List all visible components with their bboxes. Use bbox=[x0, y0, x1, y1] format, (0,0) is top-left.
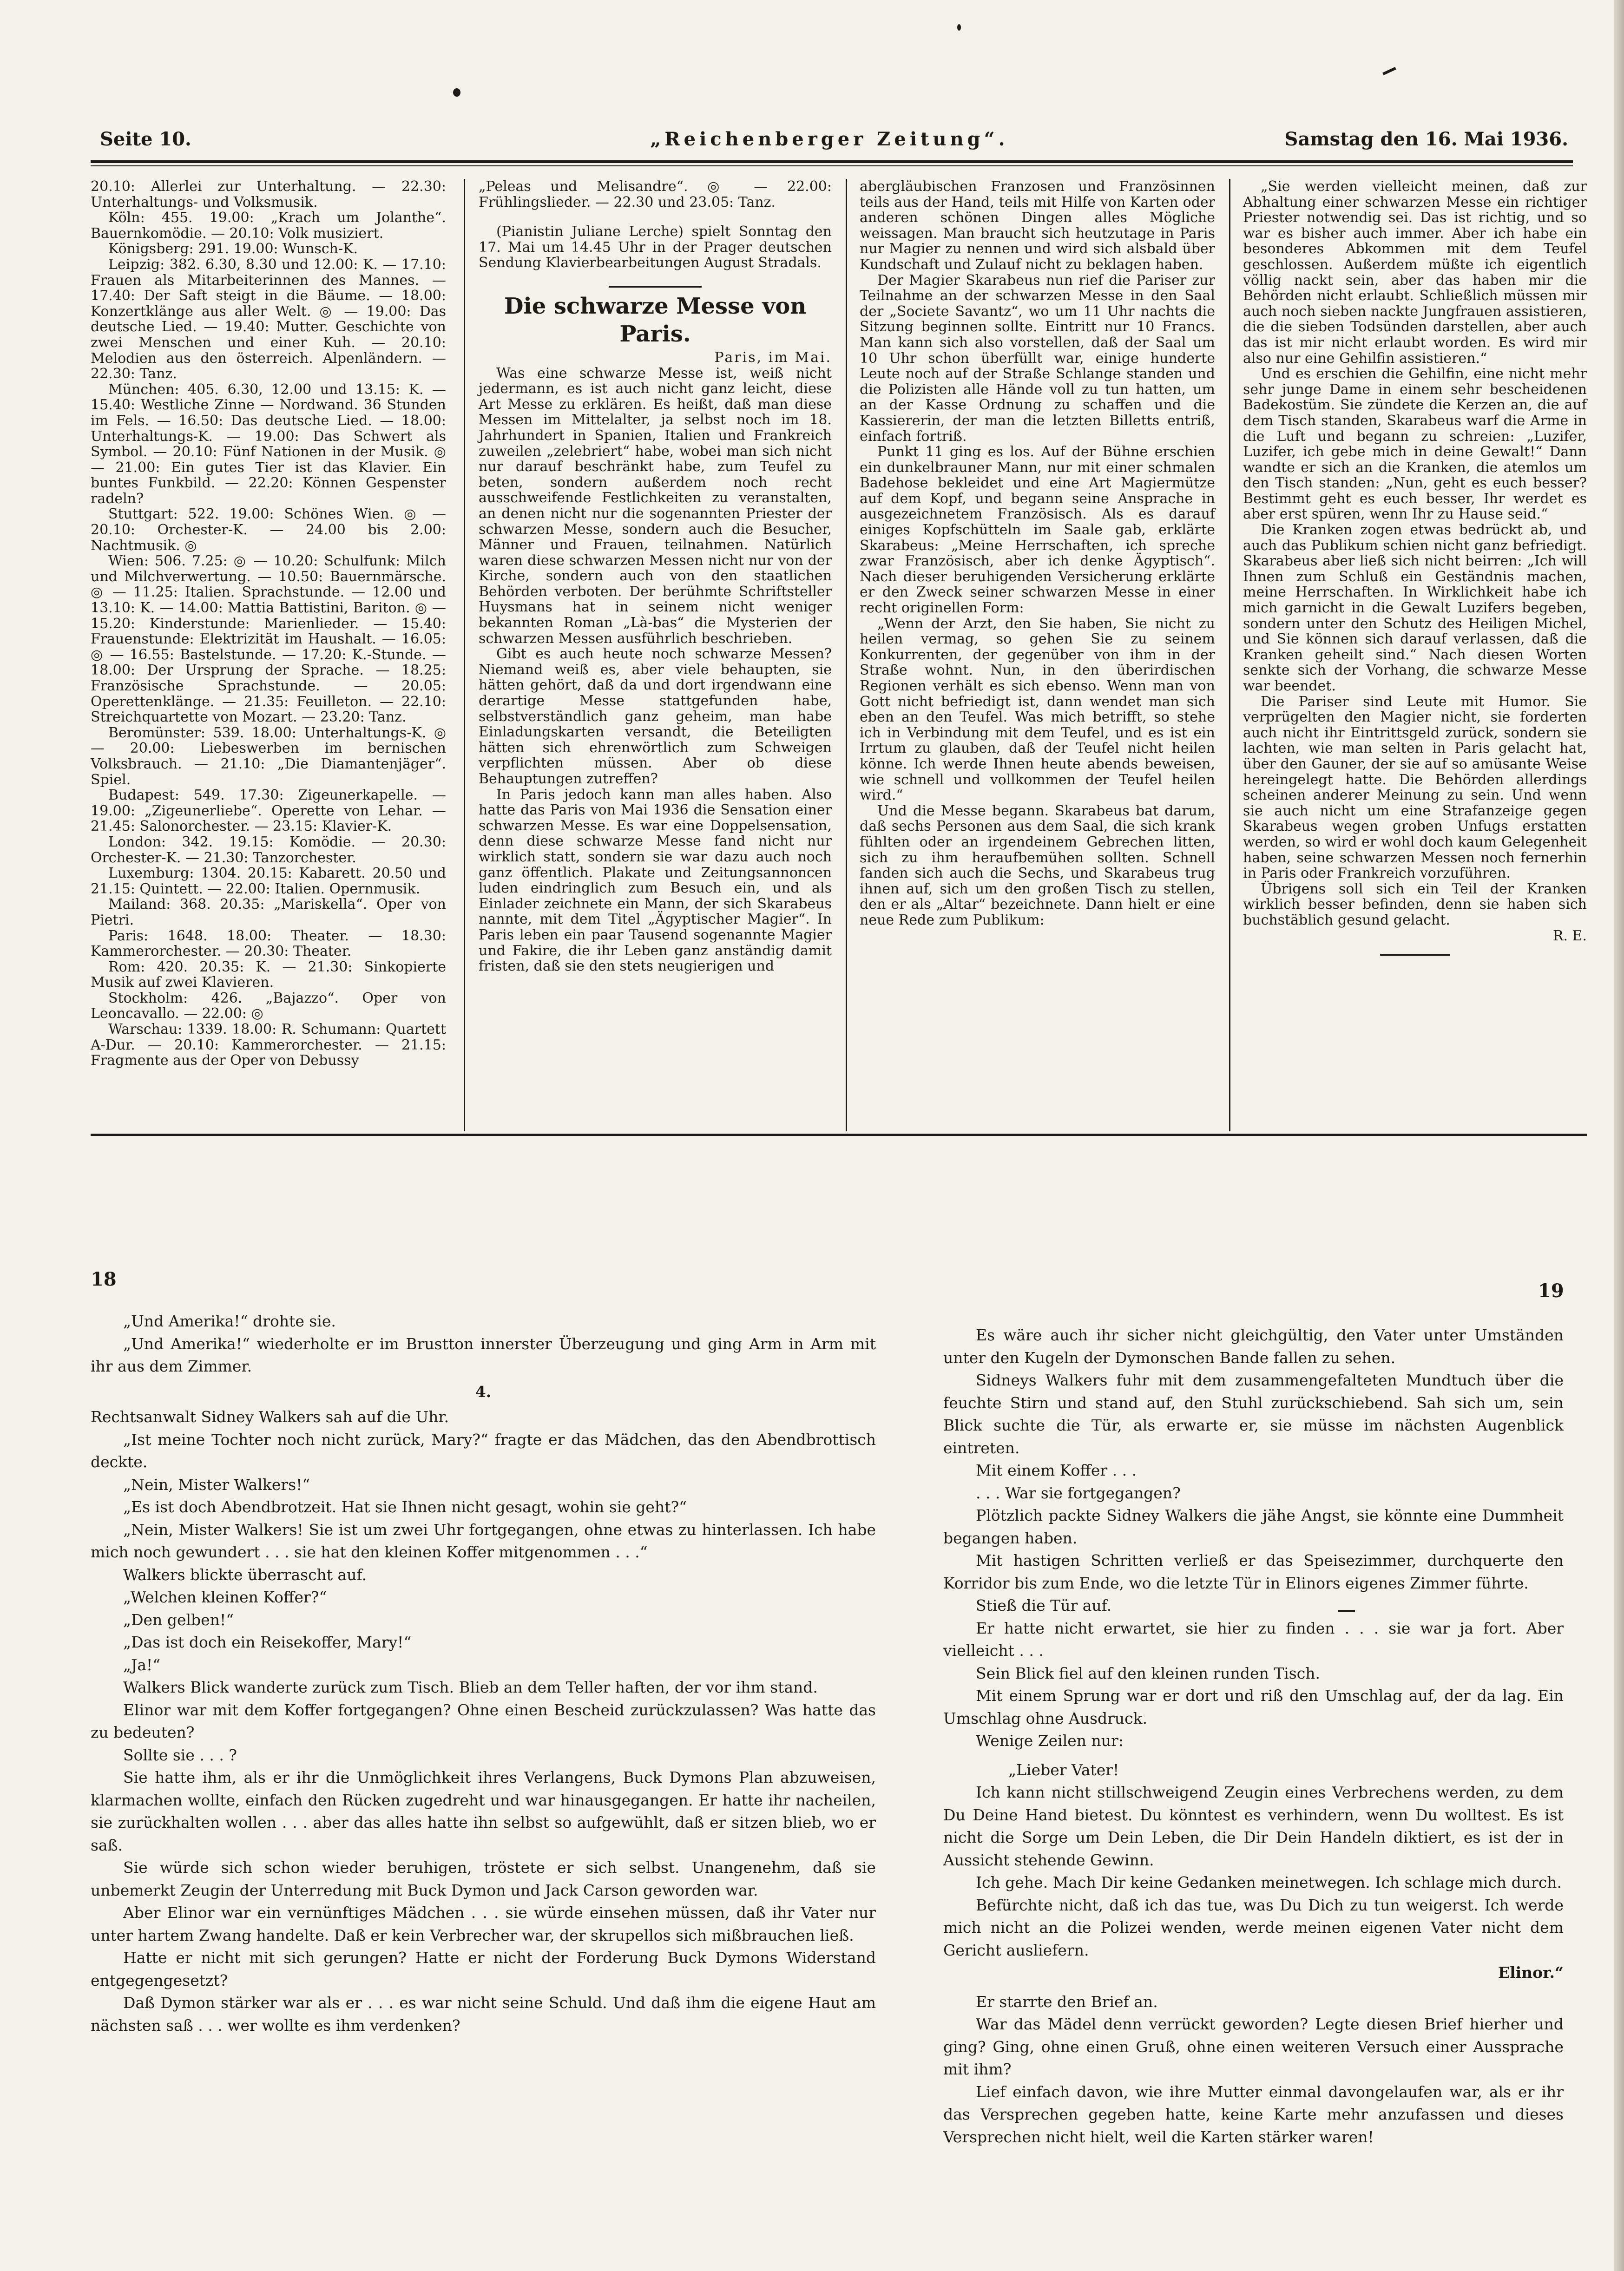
letter-paragraph: Befürchte nicht, daß ich das tue, was Du Dich zu tun weigerst. Ich werde mich nicht an die Polizei wenden, werde meinen eigenen Vater nicht dem Gericht ausliefern. bbox=[943, 1896, 1564, 1959]
chapter-number: 4. bbox=[475, 1382, 492, 1401]
article-paragraph: Die Kranken zogen etwas bedrückt ab, und auch das Publikum schien nicht ganz befriedigt. Skarabeus aber ließ sich nicht beirren: „Ich will Ihnen zum Schluß ein Geständnis machen, meine Herrschaften. In Wirklichkeit habe ich mich garnicht in die Gewalt Luzifers begeben, sondern unter den Schutz des Heiligen Michel, und Sie können sich darauf verlassen, daß die Kranken geheilt sind.“ Nach diesen Worten senkte sich der Vorhang, die schwarze Messe war beendet. bbox=[1243, 522, 1587, 694]
novel-paragraph: „Den gelben!“ bbox=[123, 1610, 234, 1629]
radio-entry: Köln: 455. 19.00: „Krach um Jolanthe“. Bauernkomödie. — 20.10: Volk musiziert. bbox=[91, 210, 446, 242]
novel-paragraph: Sie hatte ihm, als er ihr die Unmöglichkeit ihres Verlangens, Buck Dymons Plan abzuweisen, klarmachen wollte, einfach den Rücken zugedreht und war hinausgegangen. Er hatte ihr nacheilen, sie zurückhalten wollen . . . aber das alles hatte ihn selbst so aufgewühlt, daß er sitzen blieb, wo er saß. bbox=[91, 1768, 876, 1854]
novel-paragraph: Plötzlich packte Sidney Walkers die jähe Angst, sie könnte eine Dummheit begangen haben. bbox=[943, 1506, 1564, 1547]
article-paragraph: Punkt 11 ging es los. Auf der Bühne erschien ein dunkelbrauner Mann, nur mit einer schmalen Badehose bekleidet und eine Art Magiermütze auf dem Kopf, und begann seine Ansprache in ausgezeichnetem Französisch. Als es darauf einiges Kopfschütteln im Saale gab, erklärte Skarabeus: „Meine Herrschaften, ich spreche zwar Französisch, aber ich denke Ägyptisch“. Nach dieser beruhigenden Versicherung erklärte er den Zweck seiner schwarzen Messe in einer recht originellen Form: bbox=[860, 444, 1215, 617]
novel-page-number-right: 19 bbox=[1538, 1280, 1564, 1302]
novel-paragraph: „Nein, Mister Walkers!“ bbox=[123, 1475, 310, 1494]
novel-paragraph: Es wäre auch ihr sicher nicht gleichgültig, den Vater unter Umständen unter den Kugeln der Dymonschen Bande fallen zu sehen. bbox=[943, 1326, 1564, 1367]
page-number: Seite 10. bbox=[100, 128, 191, 150]
radio-entry: Mailand: 368. 20.35: „Mariskella“. Oper von Pietri. bbox=[91, 896, 446, 928]
novel-paragraph: War das Mädel denn verrückt geworden? Legte diesen Brief hierher und ging? Ging, ohne einen Gruß, ohne einen weiteren Versuch einer Aussprache mit ihm? bbox=[943, 2015, 1564, 2078]
radio-entry: Budapest: 549. 17.30: Zigeunerkapelle. — 19.00: „Zigeunerliebe“. Operette von Lehar. — 21.45: Salonorchester. — 23.15: Klavier-K. bbox=[91, 787, 446, 835]
title-rule bbox=[609, 286, 702, 288]
novel-paragraph: Mit einem Sprung war er dort und riß den Umschlag auf, der da lag. Ein Umschlag ohne Ausdruck. bbox=[943, 1687, 1564, 1727]
novel-paragraph: „Nein, Mister Walkers! Sie ist um zwei Uhr fortgegangen, ohne etwas zu hinterlassen. Ich habe mich noch gewundert . . . sie hat den kleinen Koffer mitgenommen . . .“ bbox=[91, 1520, 876, 1561]
novel-paragraph: Walkers Blick wanderte zurück zum Tisch. Blieb an dem Teller haften, der vor ihm stand. bbox=[123, 1678, 818, 1696]
article-signature: R. E. bbox=[1552, 927, 1587, 944]
article-column-2 bbox=[860, 179, 1215, 928]
radio-entry: Paris: 1648. 18.00: Theater. — 18.30: Kammerorchester. — 20.30: Theater. bbox=[91, 927, 446, 960]
article-paragraph: Und es erschien die Gehilfin, eine nicht mehr sehr junge Dame in einem sehr bescheidenen Badekostüm. Sie zündete die Kerzen an, die auf dem Tisch standen, Skarabeus warf die Arme in die Luft und begann zu schreien: „Luzifer, Luzifer, ich gebe mich in deine Gewalt!“ Dann wandte er sich an die Kranken, die atemlos um den Tisch standen: „Nun, geht es euch besser? Bestimmt geht es euch besser, Ihr werdet es aber erst spüren, wenn Ihr zu Hause seid.“ bbox=[1243, 366, 1587, 523]
radio-entry: „Peleas und Melisandre“. ◎ — 22.00: Frühlingslieder. — 22.30 und 23.05: Tanz. bbox=[479, 178, 832, 210]
novel-paragraph: . . . War sie fortgegangen? bbox=[976, 1483, 1181, 1502]
column-rule bbox=[846, 179, 847, 1131]
novel-paragraph: Sie würde sich schon wieder beruhigen, tröstete er sich selbst. Unangenehm, daß sie unbemerkt Zeugin der Unterredung mit Buck Dymon und Jack Carson geworden war. bbox=[91, 1858, 876, 1899]
article-paragraph: Die Pariser sind Leute mit Humor. Sie verprügelten den Magier nicht, sie forderten auch nicht ihr Eintrittsgeld zurück, sondern sie lachten, wie man selten in Paris gelacht hat, über den Gauner, der sie auf so amüsante Weise hereingelegt hatte. Die Behörden allerdings scheinen anderer Meinung zu sein. Und wenn sie auch nicht um eine Strafanzeige gegen Skarabeus wegen groben Unfugs erstatten werden, so wird er wohl doch kaum Gelegenheit haben, seine schwarzen Messen noch fernerhin in Paris oder Frankreich vorzuführen. bbox=[1243, 693, 1587, 882]
novel-paragraph: Elinor war mit dem Koffer fortgegangen? Ohne einen Bescheid zurückzulassen? Was hatte das zu bedeuten? bbox=[91, 1700, 876, 1741]
article-paragraph: Und die Messe begann. Skarabeus bat darum, daß sechs Personen aus dem Saal, die sich krank fühlten oder an irgendeinem Gebrechen litten, sich zu ihm heraufbemühen sollten. Schnell fanden sich auch die Sechs, und Skarabeus trug ihnen auf, sich um den großen Tisch zu stellen, den er als „Altar“ bezeichnete. Dann hielt er eine neue Rede zum Publikum: bbox=[860, 802, 1215, 928]
section-rule bbox=[91, 1134, 1587, 1136]
letter-salutation: „Lieber Vater! bbox=[1008, 1760, 1119, 1779]
novel-paragraph: Sein Blick fiel auf den kleinen runden Tisch. bbox=[976, 1664, 1320, 1682]
novel-paragraph: „Es ist doch Abendbrotzeit. Hat sie Ihnen nicht gesagt, wohin sie geht?“ bbox=[123, 1498, 687, 1516]
article-paragraph: Übrigens soll sich ein Teil der Kranken wirklich besser befinden, denn sie haben sich buchstäblich gesund gelacht. bbox=[1243, 880, 1587, 928]
novel-paragraph: Sidneys Walkers fuhr mit dem zusammengefalteten Mundtuch über die feuchte Stirn und stand auf, den Stuhl zurückschiebend. Sah sich um, sein Blick suchte die Tür, als erwarte er, sie müsse im nächsten Augenblick eintreten. bbox=[943, 1371, 1564, 1457]
header-rule-thin bbox=[91, 165, 1573, 166]
novel-paragraph: Walkers blickte überrascht auf. bbox=[123, 1565, 367, 1584]
radio-entry: 20.10: Allerlei zur Unterhaltung. — 22.30: Unterhaltungs- und Volksmusik. bbox=[91, 178, 446, 210]
novel-page-number-left: 18 bbox=[91, 1268, 117, 1290]
ink-mark bbox=[1382, 67, 1396, 75]
article-paragraph: Was eine schwarze Messe ist, weiß nicht jedermann, es ist auch nicht ganz leicht, diese Art Messe zu erklären. Es heißt, daß man diese Messen im Mittelalter, ja selbst noch im 18. Jahrhundert in Spanien, Italien und Frankreich zuweilen „zelebriert“ habe, wobei man sich nicht nur darauf beschränkt habe, zum Teufel zu beten, sondern außerdem noch recht ausschweifende Festlichkeiten zu veranstalten, an denen nicht nur die sogenannten Priester der schwarzen Messe, sondern auch die Besucher, Männer und Frauen, teilnahmen. Natürlich waren diese schwarzen Messen nicht nur von der Kirche, sondern auch von den staatlichen Behörden verboten. Der berühmte Schriftsteller Huysmans hat in seinem nicht weniger bekannten Roman „Là-bas“ die Mysterien der schwarzen Messen ausführlich beschrieben. bbox=[479, 365, 832, 647]
novel-paragraph: Lief einfach davon, wie ihre Mutter einmal davongelaufen war, als er ihr das Versprechen gegeben hatte, keine Karte mehr anzufassen und dieses Versprechen nicht hielt, weil die Karten stärker waren! bbox=[943, 2082, 1564, 2146]
letter-paragraph: Ich kann nicht stillschweigend Zeugin eines Verbrechens werden, zu dem Du Deine Hand bietest. Du könntest es verhindern, wenn Du wolltest. Es ist nicht die Sorge um Dein Leben, die Dir Dein Handeln diktiert, es ist der in Aussicht stehende Gewinn. bbox=[943, 1783, 1564, 1869]
novel-paragraph: Mit hastigen Schritten verließ er das Speisezimmer, durchquerte den Korridor bis zum Ende, wo die letzte Tür in Elinors eigenes Zimmer führte. bbox=[943, 1551, 1564, 1592]
article-paragraph: abergläubischen Franzosen und Französinnen teils aus der Hand, teils mit Hilfe von Karten oder anderen schönen Dingen alles Mögliche weissagen. Man braucht sich heutzutage in Paris nur Magier zu nennen und wird sich alsbald über Kundschaft und Zulauf nicht zu beklagen haben. bbox=[860, 178, 1215, 273]
radio-entry: Wien: 506. 7.25: ◎ — 10.20: Schulfunk: Milch und Milchverwertung. — 10.50: Bauernmärsche. ◎ — 11.25: Italien. Sprachstunde. — 12.00 und 13.10: K. — 14.00: Mattia Battistini, Bariton. ◎ — 15.20: Kinderstunde: Marienlieder. — 15.40: Frauenstunde: Elektrizität im Haushalt. — 16.05: ◎ — 16.55: Bastelstunde. — 17.20: K.-Stunde. — 18.00: Der Ursprung der Sprache. — 18.25: Französische Sprachstunde. — 20.05: Operettenklänge. — 21.35: Feuilleton. — 22.10: Streichquartette von Mozart. — 23.20: Tanz. bbox=[91, 553, 446, 726]
article-column-3 bbox=[1243, 179, 1587, 956]
article-paragraph: Gibt es auch heute noch schwarze Messen? Niemand weiß es, aber viele behaupten, sie hätten gehört, daß da und dort irgendwann eine derartige Messe stattgefunden habe, selbstverständlich ganz geheim, man habe Einladungskarten versandt, die Beteiligten hätten sich ehrenwörtlich zum Schweigen verpflichten müssen. Aber ob diese Behauptungen zutreffen? bbox=[479, 646, 832, 787]
end-rule bbox=[1380, 954, 1450, 956]
header-rule bbox=[91, 160, 1573, 163]
radio-entry: Leipzig: 382. 6.30, 8.30 und 12.00: K. — 17.10: Frauen als Mitarbeiterinnen des Mannes. — 17.40: Der Saft steigt in die Bäume. — 18.00: Konzertklänge aus aller Welt. ◎ — 19.00: Das deutsche Lied. — 19.40: Mutter. Geschichte von zwei Menschen und einer Kuh. — 20.10: Melodien aus den österreich. Alpenländern. — 22.30: Tanz. bbox=[91, 256, 446, 382]
novel-paragraph: „Und Amerika!“ drohte sie. bbox=[123, 1312, 336, 1330]
novel-paragraph: Hatte er nicht mit sich gerungen? Hatte er nicht der Forderung Buck Dymons Widerstand entgegengesetzt? bbox=[91, 1949, 876, 1989]
novel-paragraph: Sollte sie . . . ? bbox=[123, 1746, 237, 1764]
newspaper-header bbox=[91, 125, 1568, 157]
newspaper-title: „Reichenberger Zeitung“. bbox=[650, 128, 1009, 150]
novel-paragraph: Wenige Zeilen nur: bbox=[976, 1732, 1124, 1750]
radio-entry: Warschau: 1339. 18.00: R. Schumann: Quartett A-Dur. — 20.10: Kammerorchester. — 21.15: Fragmente aus der Oper von Debussy bbox=[91, 1021, 446, 1069]
radio-entry: Stuttgart: 522. 19.00: Schönes Wien. ◎ — 20.10: Orchester-K. — 24.00 bis 2.00: Nachtmusik. ◎ bbox=[91, 506, 446, 554]
radio-entry: Luxemburg: 1304. 20.15: Kabarett. 20.50 und 21.15: Quintett. — 22.00: Italien. Opernmusik. bbox=[91, 865, 446, 897]
novel-paragraph: „Und Amerika!“ wiederholte er im Brustton innerster Überzeugung und ging Arm in Arm mit ihr aus dem Zimmer. bbox=[91, 1334, 876, 1375]
radio-entry: Rom: 420. 20.35: K. — 21.30: Sinkopierte Musik auf zwei Klavieren. bbox=[91, 958, 446, 991]
issue-date: Samstag den 16. Mai 1936. bbox=[1284, 128, 1568, 150]
radio-program-column bbox=[91, 179, 446, 1069]
ink-dot bbox=[453, 88, 460, 97]
radio-entry: Beromünster: 539. 18.00: Unterhaltungs-K. ◎ — 20.00: Liebeswerben im bernischen Volksbrauch. — 21.10: „Die Diamantenjäger“. Spiel. bbox=[91, 724, 446, 788]
novel-paragraph: Mit einem Koffer . . . bbox=[976, 1461, 1137, 1479]
novel-paragraph: Stieß die Tür auf. bbox=[976, 1596, 1112, 1615]
ink-dot bbox=[957, 24, 961, 31]
column-rule bbox=[1229, 179, 1230, 1131]
ink-mark bbox=[1338, 1610, 1355, 1612]
radio-entry: Stockholm: 426. „Bajazzo“. Oper von Leoncavallo. — 22.00: ◎ bbox=[91, 990, 446, 1022]
novel-paragraph: „Ja!“ bbox=[123, 1655, 161, 1674]
novel-page-left bbox=[91, 1310, 876, 2037]
novel-paragraph: „Das ist doch ein Reisekoffer, Mary!“ bbox=[123, 1633, 412, 1651]
letter-signature: Elinor.“ bbox=[1498, 1963, 1564, 1982]
article-paragraph: Der Magier Skarabeus nun rief die Pariser zur Teilnahme an der schwarzen Messe in den Saal der „Societe Savantz“, wo um 11 Uhr nachts die Sitzung beginnen sollte. Eintritt nur 10 Francs. Man kann sich also vorstellen, daß der Saal um 10 Uhr schon überfüllt war, einige hunderte Leute noch auf der Straße Schlange standen und die Polizisten alle Hände voll zu tun hatten, um an der Kasse Ordnung zu schaffen und die Kassiererin, der man die letzten Billetts entriß, einfach fortriß. bbox=[860, 272, 1215, 445]
novel-paragraph: „Welchen kleinen Koffer?“ bbox=[123, 1588, 327, 1606]
novel-paragraph: „Ist meine Tochter noch nicht zurück, Mary?“ fragte er das Mädchen, das den Abendbrottisch deckte. bbox=[91, 1430, 876, 1471]
novel-paragraph: Rechtsanwalt Sidney Walkers sah auf die Uhr. bbox=[91, 1408, 449, 1426]
article-paragraph: In Paris jedoch kann man alles haben. Also hatte das Paris von Mai 1936 die Sensation einer schwarzen Messe. Es war eine Doppelsensation, denn diese schwarze Messe fand nicht nur wirklich statt, sondern sie war dazu auch noch ganz öffentlich. Plakate und Zeitungsannoncen luden eindringlich zum Besuch ein, und als Einlader zeichnete ein Mann, der sich Skarabeus nannte, mit dem Titel „Ägyptischer Magier“. In Paris leben ein paar Tausend sogenannte Magier und Fakire, die ihr Leben ganz anständig damit fristen, daß sie den stets neugierigen und bbox=[479, 786, 832, 975]
article-paragraph: „Wenn der Arzt, den Sie haben, Sie nicht zu heilen vermag, so gehen Sie zu seinem Konkurrenten, der gegenüber von ihm in der Straße wohnt. Nun, in den überirdischen Regionen verhält es sich ebenso. Wenn man von Gott nicht befriedigt ist, dann wendet man sich eben an den Teufel. Was mich betrifft, so stehe ich in Verbindung mit dem Teufel, und es ist ein Irrtum zu glauben, daß der Teufel nicht heilen könne. Ich werde Ihnen heute abends beweisen, wie schnell und vollkommen der Teufel heilen wird.“ bbox=[860, 615, 1215, 804]
column-rule bbox=[464, 179, 465, 1131]
article-paragraph: „Sie werden vielleicht meinen, daß zur Abhaltung einer schwarzen Messe ein richtiger Priester notwendig sei. Das ist richtig, und so war es bisher auch immer. Aber ich habe ein besonderes Abkommen mit dem Teufel geschlossen. Außerdem müßte ich eigentlich völlig nackt sein, aber das haben mir die Behörden nicht erlaubt. Schließlich müssen mir auch noch sieben nackte Jungfrauen assistieren, die die sieben Todsünden darstellen, aber auch das ist mir nicht erlaubt worden. Es wird mir also nur eine Gehilfin assistieren.“ bbox=[1243, 178, 1587, 367]
letter-paragraph: Ich gehe. Mach Dir keine Gedanken meinetwegen. Ich schlage mich durch. bbox=[976, 1873, 1562, 1891]
radio-notice: (Pianistin Juliane Lerche) spielt Sonntag den 17. Mai um 14.45 Uhr in der Prager deutschen Sendung Klavierbearbeitungen August Stradals. bbox=[479, 223, 832, 271]
article-dateline: Paris, im Mai. bbox=[714, 349, 832, 366]
radio-entry: Königsberg: 291. 19.00: Wunsch-K. bbox=[108, 241, 358, 257]
radio-entry: London: 342. 19.15: Komödie. — 20.30: Orchester-K. — 21.30: Tanzorchester. bbox=[91, 834, 446, 866]
article-title: Die schwarze Messe von Paris. bbox=[504, 293, 807, 347]
novel-paragraph: Aber Elinor war ein vernünftiges Mädchen . . . sie würde einsehen müssen, daß ihr Vater nur unter hartem Zwang handelte. Daß er kein Verbrecher war, der skrupellos sich mißbrauchen ließ. bbox=[91, 1903, 876, 1944]
page-edge bbox=[1614, 0, 1624, 2271]
novel-paragraph: Daß Dymon stärker war als er . . . es war nicht seine Schuld. Und daß ihm die eigene Haut am nächsten saß . . . wer wollte es ihm verdenken? bbox=[91, 1994, 876, 2035]
article-column-1 bbox=[479, 179, 832, 974]
novel-paragraph: Er starrte den Brief an. bbox=[976, 1992, 1158, 2011]
radio-entry: München: 405. 6.30, 12.00 und 13.15: K. — 15.40: Westliche Zinne — Nordwand. 36 Stunden im Fels. — 16.50: Das deutsche Lied. — 18.00: Unterhaltungs-K. — 19.00: Das Schwert als Symbol. — 20.10: Fünf Nationen in der Musik. ◎ — 21.00: Ein gutes Tier ist das Klavier. Ein buntes Funkbild. — 22.20: Können Gespenster radeln? bbox=[91, 381, 446, 507]
novel-paragraph: Er hatte nicht erwartet, sie hier zu finden . . . sie war ja fort. Aber vielleicht . . . bbox=[943, 1619, 1564, 1660]
novel-page-right bbox=[943, 1324, 1564, 2148]
